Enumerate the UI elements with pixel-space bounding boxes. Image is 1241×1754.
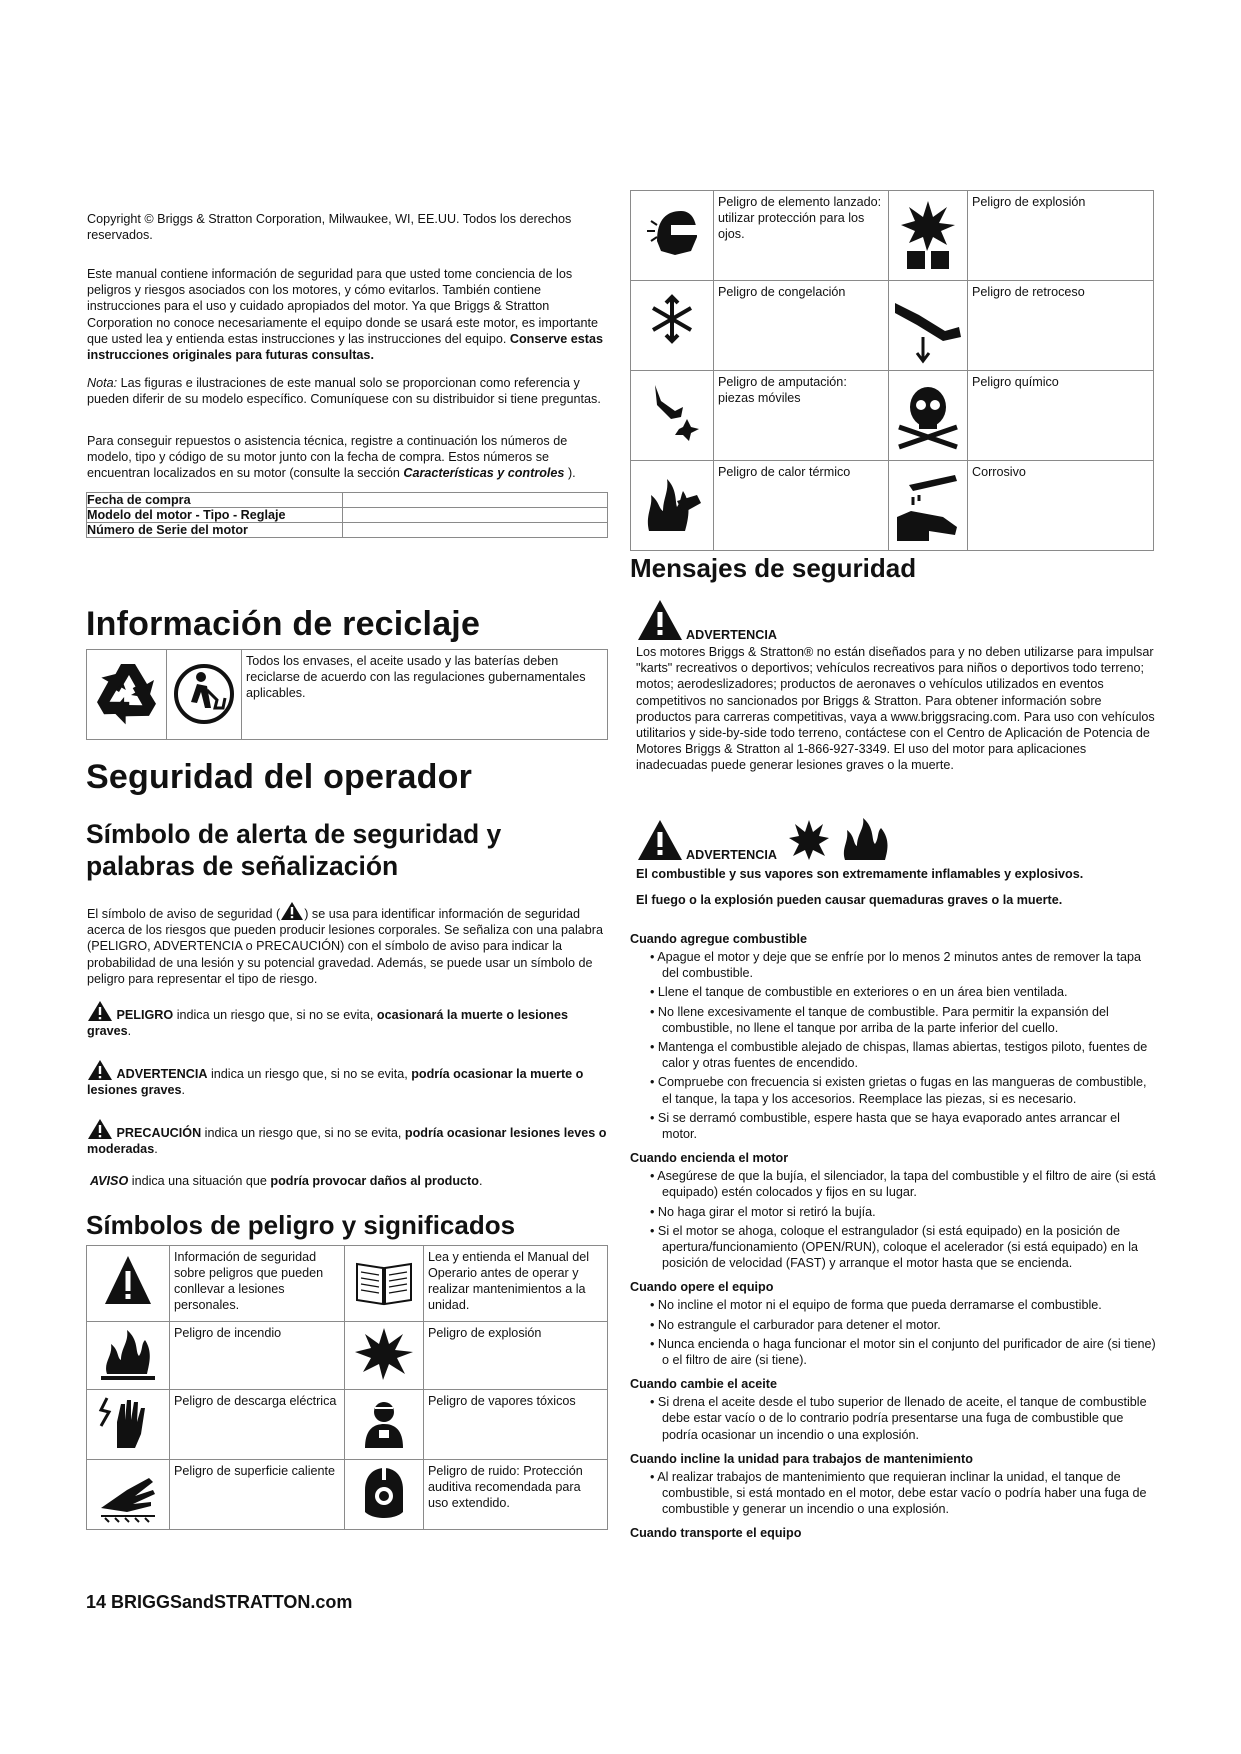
eye-protection-icon	[631, 191, 714, 281]
messages-title: Mensajes de seguridad	[630, 553, 917, 583]
manual-book-icon	[345, 1246, 424, 1322]
section-title: Cuando opere el equipo	[630, 1280, 774, 1295]
instruction-section	[630, 1376, 1158, 1443]
warning-box-2	[636, 818, 1156, 908]
warning-label: ADVERTENCIA	[686, 628, 777, 642]
symbols-title: Símbolos de peligro y significados	[86, 1210, 516, 1240]
symbol-text: Información de seguridad sobre peligros que pueden conllevar a lesiones personales.	[170, 1246, 345, 1322]
warning-line-2: El fuego o la explosión pueden causar quemaduras graves o la muerte.	[636, 893, 1063, 908]
symbol-text: Peligro de elemento lanzado: utilizar protección para los ojos.	[714, 191, 889, 281]
section-title: Cuando incline la unidad para trabajos de mantenimiento	[630, 1451, 973, 1466]
parts-paragraph: Para conseguir repuestos o asistencia técnica, registre a continuación los números de modelo, tipo y código de su motor junto con la fecha de compra. Estos números se encuentran localizados en su motor (consulte la sección Características y controles ).	[87, 434, 576, 481]
safety-alert-icon	[87, 1246, 170, 1322]
list-item: • Compruebe con frecuencia si existen grietas o fugas en las mangueras de combustible, el tanque, la tapa y los accesorios. Reemplace las piezas, si es necesario.	[630, 1074, 1158, 1106]
table-row	[631, 461, 1154, 551]
table-row	[631, 191, 1154, 281]
symbol-text: Peligro de incendio	[170, 1322, 345, 1390]
safety-alert-icon	[636, 818, 684, 862]
intro-paragraph: Este manual contiene información de seguridad para que usted tome conciencia de los peligros y riesgos asociados con los motores, y cómo evitarlos. También contiene instrucciones para el uso y cuidado apropiados del motor. Ya que Briggs & Stratton Corporation no conoce necesariamente el equipo donde se usará este motor, es importante que usted lea y entienda estas instrucciones y las instrucciones del equipo. Conserve estas instrucciones originales para futuras consultas.	[87, 267, 603, 363]
table-row	[87, 493, 608, 508]
symbol-text: Corrosivo	[968, 461, 1154, 551]
table-row	[87, 1246, 608, 1322]
table-row	[631, 281, 1154, 371]
list-item: • Nunca encienda o haga funcionar el motor sin el conjunto del purificador de aire (si tiene) o el filtro de aire (si tiene).	[630, 1336, 1158, 1368]
corrosive-icon	[889, 461, 968, 551]
instruction-section	[630, 931, 1158, 1142]
section-title: Cuando transporte el equipo	[630, 1526, 802, 1541]
operator-title: Seguridad del operador	[86, 758, 473, 796]
symbol-text: Peligro de explosión	[424, 1322, 608, 1390]
warning-text: Los motores Briggs & Stratton® no están diseñados para y no deben utilizarse para impulsar "karts" recreativos o deportivos; vehículos recreativos para niños o deportivos todo terreno; motos; aerodeslizadores; productos de aeronaves o vehículos utilizados en eventos competitivos no sancionados por Briggs & Stratton. Para obtener información sobre productos para carreras competitivas, vaya a www.briggsracing.com. Para uso con vehículos utilitarios y side-by-side todo terreno, contáctese con el Centro de Aplicación de Potencia de Motores Briggs & Stratton al 1-866-927-3349. El uso del motor para aplicaciones inadecuadas puede generar lesiones graves o la muerte.	[636, 645, 1155, 773]
list-item: • No haga girar el motor si retiró la bujía.	[630, 1204, 1158, 1220]
copyright-text: Copyright © Briggs & Stratton Corporation, Milwaukee, WI, EE.UU. Todos los derechos reservados.	[87, 212, 572, 243]
reg-value	[343, 508, 608, 523]
list-item: • No estrangule el carburador para detener el motor.	[630, 1317, 1158, 1333]
table-row	[87, 508, 608, 523]
reg-value	[343, 493, 608, 508]
symbol-text: Peligro de retroceso	[968, 281, 1154, 371]
recycle-title: Información de reciclaje	[86, 605, 481, 643]
hearing-protection-icon	[345, 1460, 424, 1530]
symbol-text: Peligro de superficie caliente	[170, 1460, 345, 1530]
recycle-table	[86, 649, 608, 740]
alert-title-line2: palabras de señalización	[86, 851, 399, 881]
reg-value	[343, 523, 608, 538]
toxic-fumes-icon	[345, 1390, 424, 1460]
table-row	[87, 1460, 608, 1530]
list-item: • No incline el motor ni el equipo de forma que pueda derramarse el combustible.	[630, 1297, 1158, 1313]
registration-table	[86, 492, 608, 538]
explosion-icon	[787, 818, 831, 862]
table-row	[631, 371, 1154, 461]
symbol-text: Lea y entienda el Manual del Operario antes de operar y realizar mantenimientos a la unidad.	[424, 1246, 608, 1322]
symbol-text: Peligro de explosión	[968, 191, 1154, 281]
warning-label: ADVERTENCIA	[686, 848, 777, 862]
peligro-definition: PELIGRO indica un riesgo que, si no se evita, ocasionará la muerte o lesiones graves.	[87, 1000, 611, 1039]
hot-surface-icon	[87, 1460, 170, 1530]
intro-bold: Conserve estas instrucciones originales para futuras consultas.	[87, 331, 603, 363]
list-item: • Apague el motor y deje que se enfríe por lo menos 2 minutos antes de remover la tapa del combustible.	[630, 949, 1158, 981]
section-title: Cuando cambie el aceite	[630, 1377, 777, 1392]
explosion-icon	[345, 1322, 424, 1390]
instruction-section	[630, 1451, 1158, 1518]
explosion-icon	[889, 191, 968, 281]
freezing-icon	[631, 281, 714, 371]
warning-box-1	[636, 598, 1156, 774]
list-item: • No llene excesivamente el tanque de combustible. Para permitir la expansión del combustible, no llene el tanque por arriba de la parte inferior del cuello.	[630, 1004, 1158, 1036]
list-item: • Si drena el aceite desde el tubo superior de llenado de aceite, el tanque de combustible debe estar vacío o de lo contrario podría presentarse una fuga de combustible que podría ocasionar un incendio o una explosión.	[630, 1394, 1158, 1443]
symbol-text: Peligro de vapores tóxicos	[424, 1390, 608, 1460]
safety-alert-icon	[280, 901, 304, 921]
kickback-icon	[889, 281, 968, 371]
list-item: • Mantenga el combustible alejado de chispas, llamas abiertas, testigos piloto, fuentes de calor y otras fuentes de encendido.	[630, 1039, 1158, 1071]
symbol-text: Peligro de amputación: piezas móviles	[714, 371, 889, 461]
amputation-icon	[631, 371, 714, 461]
symbol-text: Peligro de ruido: Protección auditiva recomendada para uso extendido.	[424, 1460, 608, 1530]
table-row	[87, 523, 608, 538]
page-footer: 14 BRIGGSandSTRATTON.com	[86, 1592, 353, 1612]
table-row	[87, 1390, 608, 1460]
safety-alert-icon	[87, 1000, 113, 1022]
hazard-symbols-table-continued	[630, 190, 1154, 551]
warning-line-1: El combustible y sus vapores son extremamente inflamables y explosivos.	[636, 867, 1084, 881]
reg-label: Número de Serie del motor	[87, 523, 343, 538]
hazard-symbols-table	[86, 1245, 608, 1530]
tidyman-icon	[167, 650, 242, 740]
safety-instructions	[630, 931, 1158, 1541]
symbol-text: Peligro de congelación	[714, 281, 889, 371]
precaucion-definition: PRECAUCIÓN indica un riesgo que, si no se evita, podría ocasionar lesiones leves o moderadas.	[87, 1118, 611, 1157]
safety-alert-icon	[87, 1059, 113, 1081]
symbol-text: Peligro químico	[968, 371, 1154, 461]
safety-alert-icon	[87, 1118, 113, 1140]
fire-icon	[87, 1322, 170, 1390]
alert-title-line1: Símbolo de alerta de seguridad y	[86, 819, 502, 849]
list-item: • Asegúrese de que la bujía, el silenciador, la tapa del combustible y el filtro de aire (si está equipado) estén colocados y fijos en su lugar.	[630, 1168, 1158, 1200]
recycle-icon	[87, 650, 167, 740]
reg-label: Fecha de compra	[87, 493, 343, 508]
note-paragraph: Nota: Las figuras e ilustraciones de este manual solo se proporcionan como referencia y pueden diferir de su modelo específico. Comuníquese con su distribuidor si tiene preguntas.	[87, 376, 601, 407]
instruction-section	[630, 1279, 1158, 1368]
safety-alert-icon	[636, 598, 684, 642]
reg-label: Modelo del motor - Tipo - Reglaje	[87, 508, 343, 523]
recycle-text: Todos los envases, el aceite usado y las baterías deben reciclarse de acuerdo con las regulaciones gubernamentales aplicables.	[242, 650, 608, 740]
instruction-section	[630, 1525, 1158, 1541]
symbol-text: Peligro de calor térmico	[714, 461, 889, 551]
thermal-burn-icon	[631, 461, 714, 551]
aviso-definition: AVISO indica una situación que podría provocar daños al producto.	[90, 1174, 483, 1188]
section-title: Cuando encienda el motor	[630, 1151, 789, 1166]
instruction-section	[630, 1150, 1158, 1271]
list-item: • Si se derramó combustible, espere hasta que se haya evaporado antes arrancar el motor.	[630, 1110, 1158, 1142]
list-item: • Al realizar trabajos de mantenimiento que requieran inclinar la unidad, el tanque de combustible, si está montado en el motor, debe estar vacío o podría haber una fuga de combustible y generar un incendio o una explosión.	[630, 1469, 1158, 1518]
section-title: Cuando agregue combustible	[630, 932, 808, 946]
alert-paragraph: El símbolo de aviso de seguridad ( ) se usa para identificar información de seguridad acerca de los riesgos que pueden producir lesiones corporales. Se señaliza con una palabra (PELIGRO, ADVERTENCIA o PRECAUCIÓN) con el símbolo de aviso para indicar la probabilidad de una lesión y su potencial gravedad. Además, se puede usar un símbolo de peligro para representar el tipo de riesgo.	[87, 901, 611, 987]
list-item: • Llene el tanque de combustible en exteriores o en un área bien ventilada.	[630, 984, 1158, 1000]
chemical-icon	[889, 371, 968, 461]
fire-icon	[837, 818, 897, 862]
list-item: • Si el motor se ahoga, coloque el estrangulador (si está equipado) en la posición de apertura/funcionamiento (OPEN/RUN), coloque el acelerador (si está equipado) en la posición de velocidad (FAST) y arranque el motor hasta que se encienda.	[630, 1223, 1158, 1272]
electric-shock-icon	[87, 1390, 170, 1460]
advertencia-definition: ADVERTENCIA indica un riesgo que, si no se evita, podría ocasionar la muerte o lesiones graves.	[87, 1059, 611, 1098]
symbol-text: Peligro de descarga eléctrica	[170, 1390, 345, 1460]
table-row	[87, 1322, 608, 1390]
